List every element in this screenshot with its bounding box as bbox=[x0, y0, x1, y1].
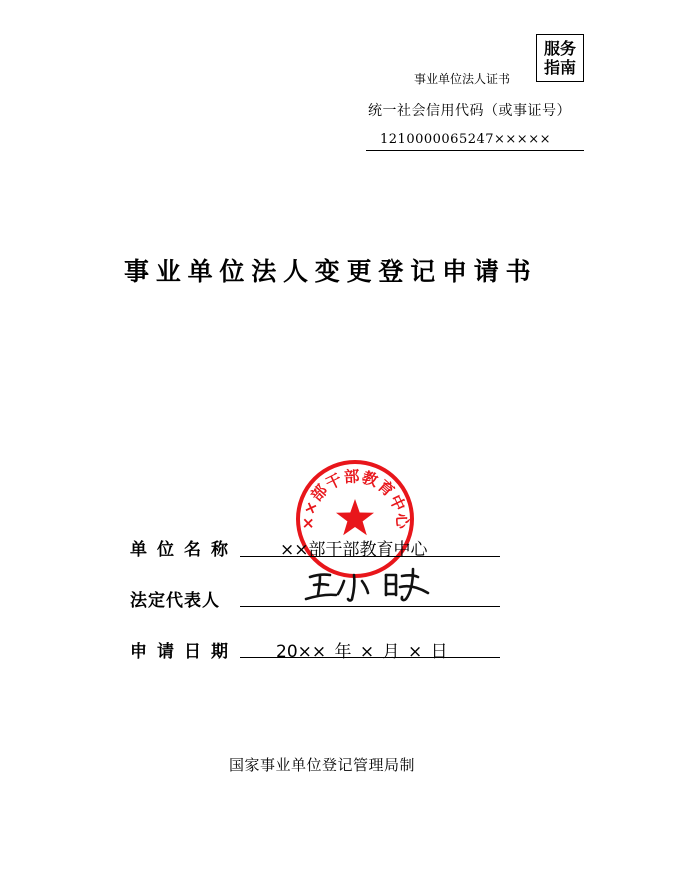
handwritten-signature bbox=[300, 563, 440, 605]
service-guide-line1: 服务 bbox=[543, 39, 576, 58]
credit-code-value: 1210000065247××××× bbox=[366, 132, 584, 151]
service-guide-line2: 指南 bbox=[543, 58, 576, 77]
apply-date-label: 申请日期 bbox=[130, 642, 238, 662]
unit-name-value: ××部干部教育中心 bbox=[280, 540, 428, 560]
seal-star-icon bbox=[336, 499, 374, 535]
issuer-footer: 国家事业单位登记管理局制 bbox=[229, 756, 416, 774]
apply-date-value: 20×× 年 × 月 × 日 bbox=[276, 642, 448, 662]
service-guide-badge[interactable] bbox=[536, 34, 584, 82]
credit-code-label: 统一社会信用代码（或事证号） bbox=[368, 103, 571, 119]
document-title: 事业单位法人变更登记申请书 bbox=[124, 257, 538, 286]
cert-label: 事业单位法人证书 bbox=[414, 72, 511, 86]
legal-rep-label: 法定代表人 bbox=[130, 591, 220, 611]
unit-name-label: 单位名称 bbox=[130, 540, 238, 560]
official-seal bbox=[295, 459, 415, 579]
seal-text: ××部干部教育中心 bbox=[298, 467, 412, 531]
